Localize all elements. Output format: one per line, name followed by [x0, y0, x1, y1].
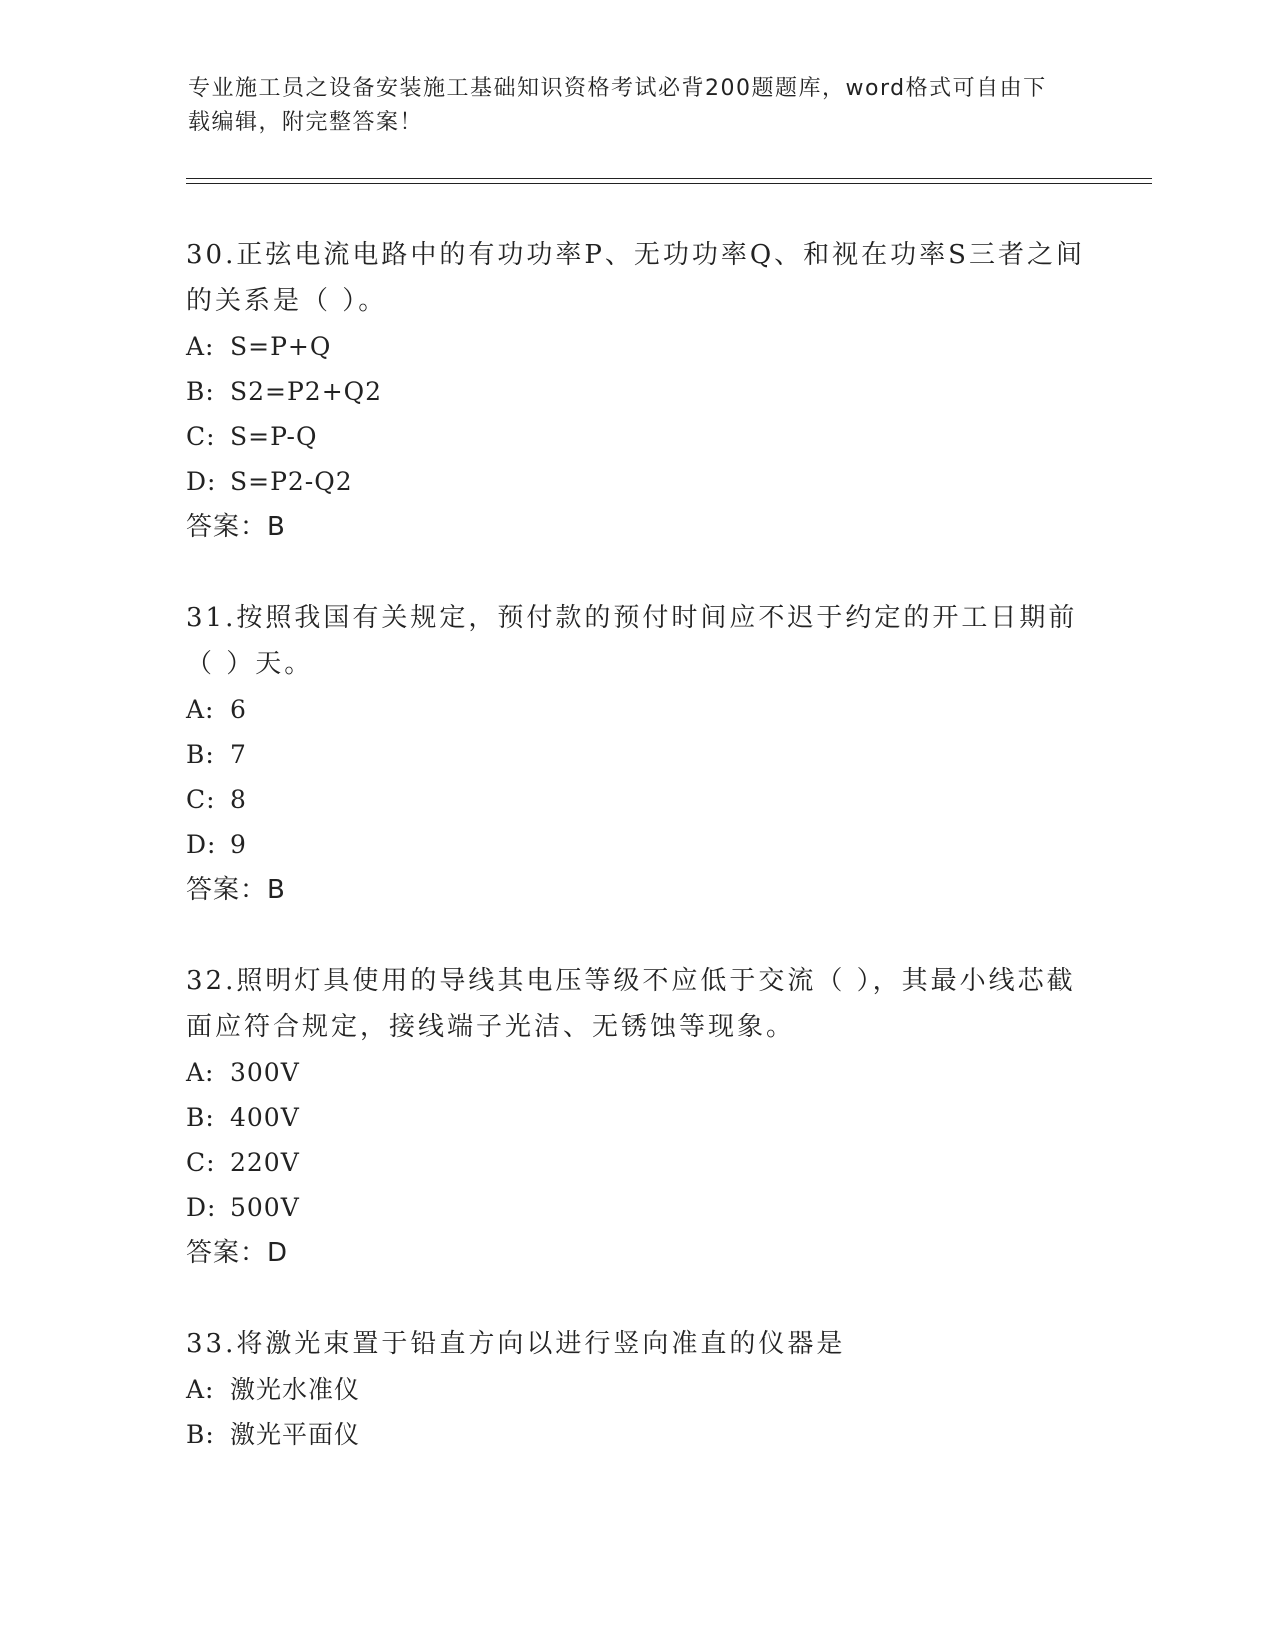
- option-text: 500V: [230, 1193, 300, 1222]
- option-label: B:: [186, 1103, 215, 1132]
- option-label: A:: [186, 1375, 215, 1404]
- option-a: [186, 324, 1086, 369]
- option-label: D:: [186, 830, 217, 859]
- header-divider-top: [186, 178, 1152, 179]
- option-label: D:: [186, 1193, 217, 1222]
- question-stem: 30.正弦电流电路中的有功功率P、无功功率Q、和视在功率S三者之间的关系是（ ）。: [186, 240, 1085, 316]
- option-text: 300V: [230, 1058, 300, 1087]
- option-b: [186, 732, 1086, 777]
- option-text: 8: [230, 785, 247, 814]
- option-label: A:: [186, 332, 215, 361]
- question-32: [186, 958, 1086, 1276]
- option-d: [186, 459, 1086, 504]
- option-b: [186, 369, 1086, 414]
- option-label: B:: [186, 1420, 215, 1449]
- option-c: [186, 1140, 1086, 1185]
- question-stem: 33.将激光束置于铅直方向以进行竖向准直的仪器是: [186, 1329, 846, 1359]
- option-text: 激光平面仪: [230, 1420, 361, 1449]
- option-a: [186, 687, 1086, 732]
- option-label: C:: [186, 422, 216, 451]
- option-c: [186, 414, 1086, 459]
- option-text: 7: [230, 740, 247, 769]
- option-text: 400V: [230, 1103, 300, 1132]
- option-text: S=P2-Q2: [230, 467, 353, 496]
- option-label: C:: [186, 1148, 216, 1177]
- header-divider-bottom: [186, 183, 1152, 184]
- option-b: [186, 1095, 1086, 1140]
- option-d: [186, 822, 1086, 867]
- question-33: [186, 1321, 1086, 1457]
- option-text: 6: [230, 695, 247, 724]
- option-label: A:: [186, 1058, 215, 1087]
- option-label: A:: [186, 695, 215, 724]
- option-text: S=P-Q: [230, 422, 318, 451]
- option-label: B:: [186, 377, 215, 406]
- option-text: 激光水准仪: [230, 1375, 361, 1404]
- option-a: [186, 1367, 1086, 1412]
- option-b: [186, 1412, 1086, 1457]
- answer-line: 答案：D: [186, 1238, 289, 1268]
- option-label: B:: [186, 740, 215, 769]
- option-text: S=P+Q: [230, 332, 332, 361]
- document-header: 专业施工员之设备安装施工基础知识资格考试必背200题题库，word格式可自由下载编辑，附完整答案！: [188, 76, 1047, 135]
- option-text: 9: [230, 830, 247, 859]
- option-d: [186, 1185, 1086, 1230]
- option-text: S2=P2+Q2: [230, 377, 383, 406]
- option-c: [186, 777, 1086, 822]
- option-label: C:: [186, 785, 216, 814]
- option-text: 220V: [230, 1148, 300, 1177]
- option-label: D:: [186, 467, 217, 496]
- question-stem: 31.按照我国有关规定，预付款的预付时间应不迟于约定的开工日期前（ ）天。: [186, 603, 1078, 679]
- question-31: [186, 595, 1086, 913]
- option-a: [186, 1050, 1086, 1095]
- question-stem: 32.照明灯具使用的导线其电压等级不应低于交流（ ），其最小线芯截面应符合规定，接线端子光洁、无锈蚀等现象。: [186, 966, 1076, 1042]
- question-30: [186, 232, 1086, 550]
- answer-line: 答案：B: [186, 875, 286, 905]
- answer-line: 答案：B: [186, 512, 286, 542]
